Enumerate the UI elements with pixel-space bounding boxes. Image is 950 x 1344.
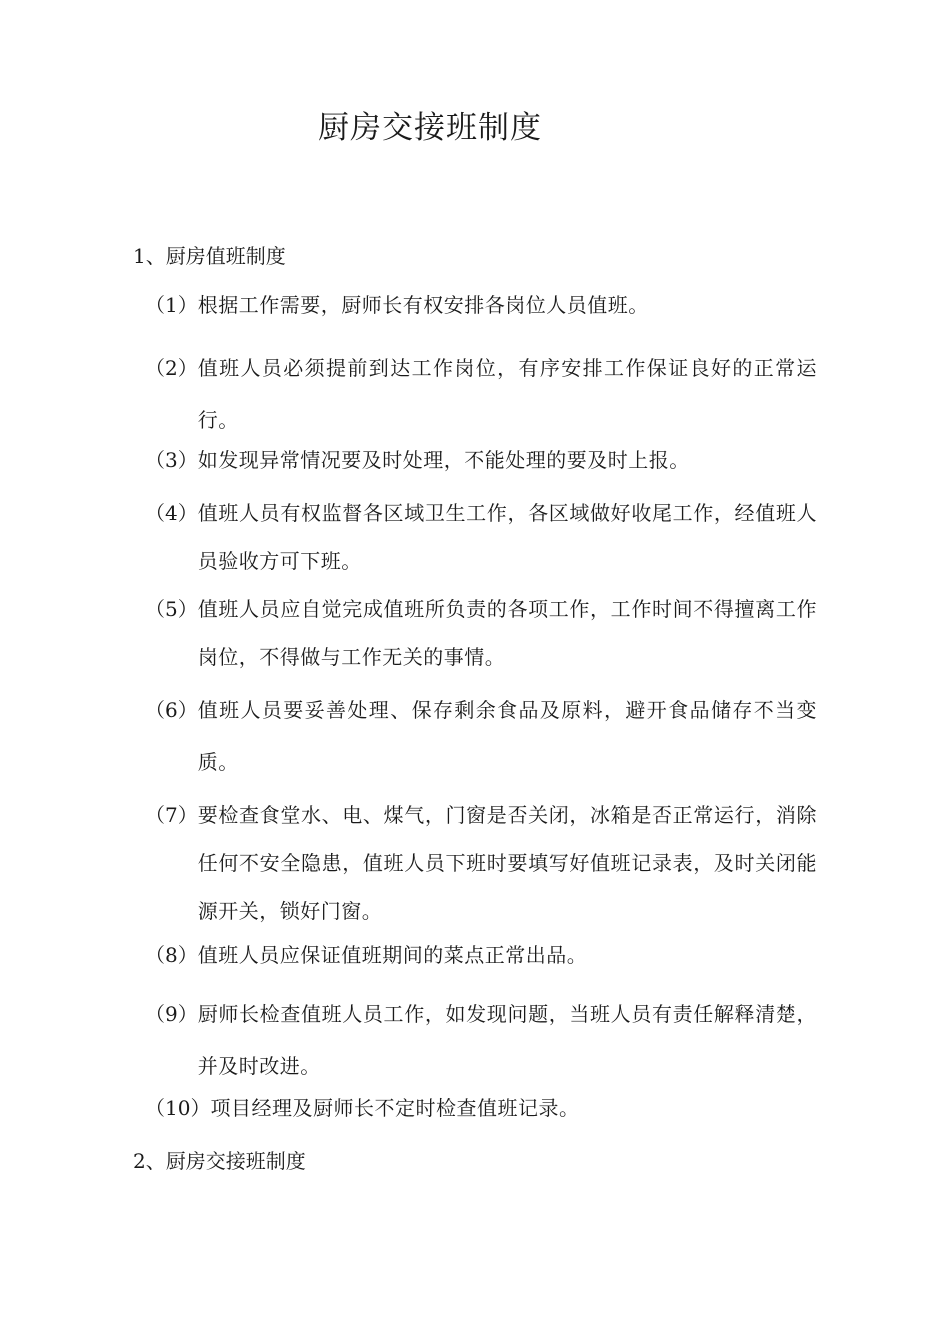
item-number: （2） (145, 356, 198, 380)
section-heading-handover: 2、厨房交接班制度 (133, 1149, 306, 1173)
item-text: 值班人员必须提前到达工作岗位，有序安排工作保证良好的正常运行。 (197, 356, 817, 432)
list-item (145, 684, 817, 788)
item-text: 值班人员要妥善处理、保存剩余食品及原料，避开食品储存不当变质。 (197, 698, 817, 774)
list-item (145, 585, 817, 681)
item-text: 项目经理及厨师长不定时检查值班记录。 (210, 1096, 580, 1120)
item-text: 值班人员有权监督各区域卫生工作，各区域做好收尾工作，经值班人员验收方可下班。 (197, 501, 817, 573)
section-heading-duty: 1、厨房值班制度 (133, 244, 286, 268)
item-number: （4） (145, 501, 198, 525)
item-number: （3） (145, 448, 198, 472)
item-text: 根据工作需要，厨师长有权安排各岗位人员值班。 (197, 293, 649, 317)
item-text: 如发现异常情况要及时处理，不能处理的要及时上报。 (197, 448, 690, 472)
list-item (145, 1094, 817, 1122)
list-item (145, 988, 817, 1092)
item-number: （7） (145, 803, 198, 827)
list-item (145, 342, 817, 446)
item-text: 要检查食堂水、电、煤气，门窗是否关闭，冰箱是否正常运行，消除任何不安全隐患，值班人员下班时要填写好值班记录表，及时关闭能源开关，锁好门窗。 (197, 803, 817, 923)
item-text: 值班人员应自觉完成值班所负责的各项工作，工作时间不得擅离工作岗位，不得做与工作无关的事情。 (197, 597, 817, 669)
item-number: （10） (145, 1096, 211, 1120)
item-text: 厨师长检查值班人员工作，如发现问题，当班人员有责任解释清楚，并及时改进。 (197, 1002, 817, 1078)
list-item (145, 291, 817, 319)
item-number: （9） (145, 1002, 198, 1026)
list-item (145, 941, 817, 969)
item-text: 值班人员应保证值班期间的菜点正常出品。 (197, 943, 588, 967)
document-title: 厨房交接班制度 (318, 110, 542, 146)
item-number: （5） (145, 597, 198, 621)
list-item (145, 446, 817, 474)
item-number: （1） (145, 293, 198, 317)
list-item (145, 489, 817, 585)
list-item (145, 791, 817, 935)
item-number: （6） (145, 698, 198, 722)
item-number: （8） (145, 943, 198, 967)
